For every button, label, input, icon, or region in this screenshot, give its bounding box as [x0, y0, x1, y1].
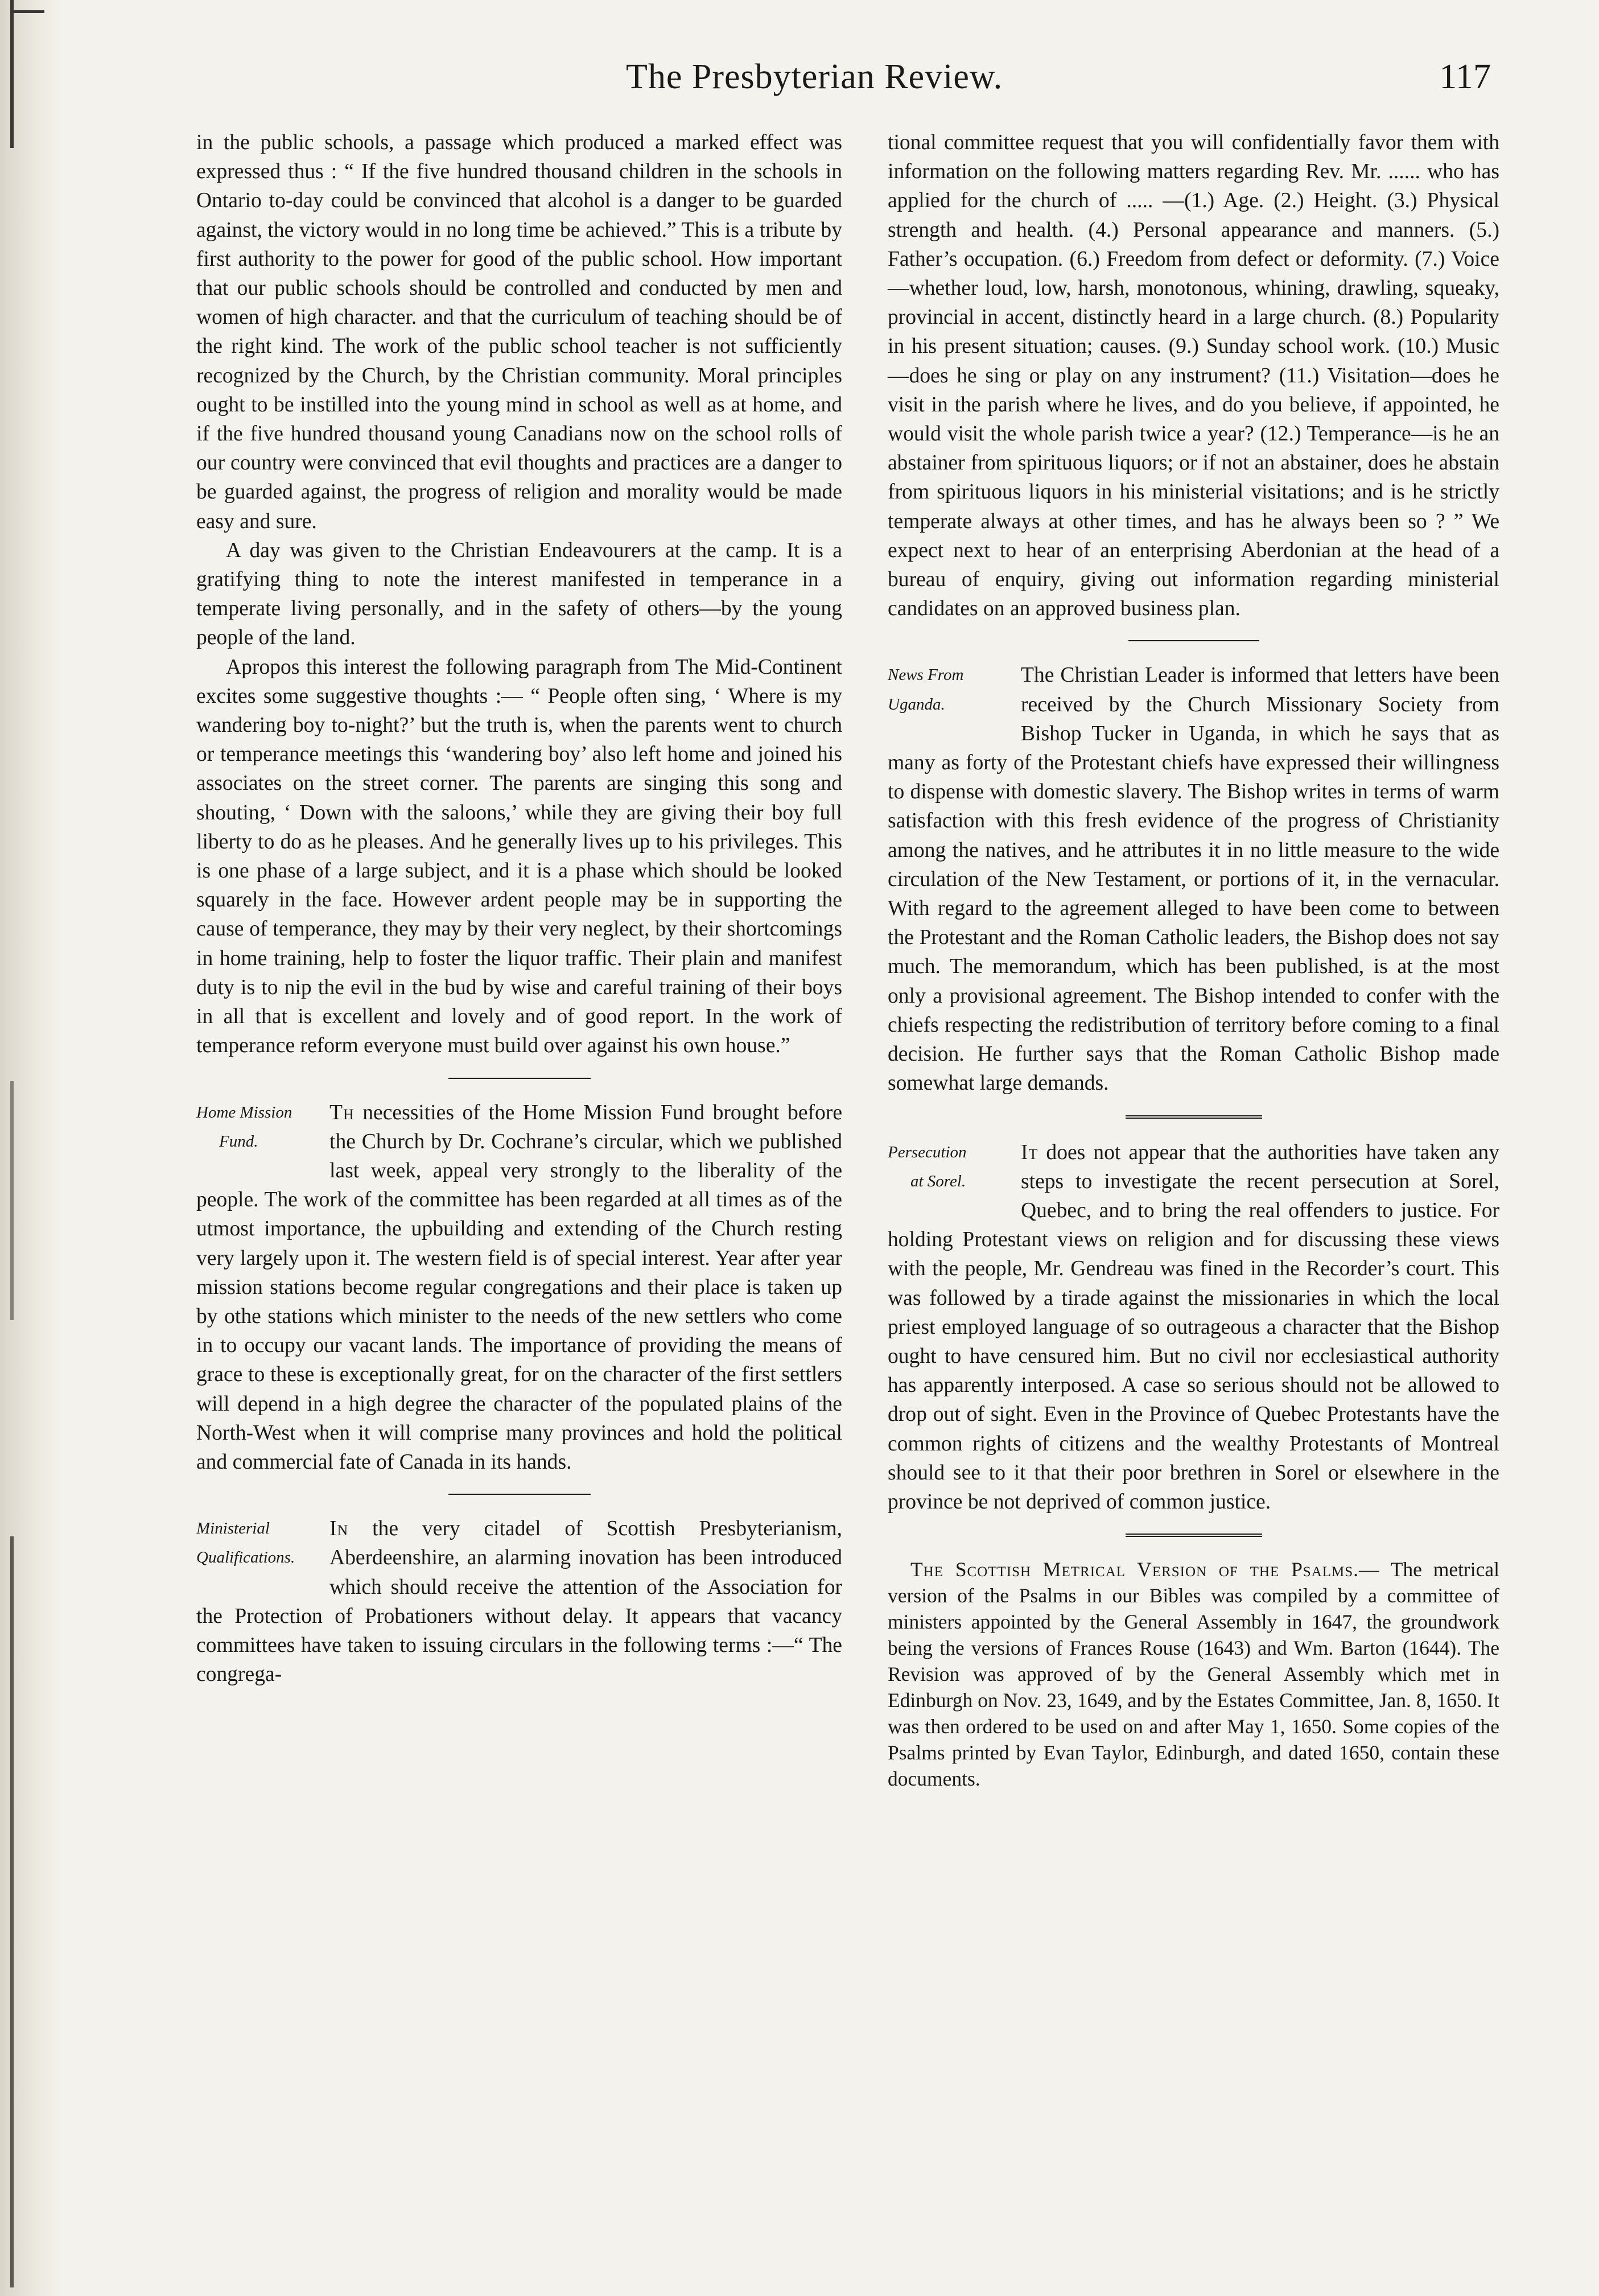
- side-heading-line: Home Mission: [196, 1103, 292, 1122]
- paragraph: Apropos this interest the following paragraph from The Mid-Continent excites some suggestive thoughts :— “ People often sing, ‘ Where is my wandering boy to-night?’ but the truth is, when the parents went to church or temperance meetings this ‘wandering boy’ also left home and joined his associates on the street corner. The parents are singing this song and shouting, ‘ Down with the saloons,’ while they are giving their boy full liberty to do as he pleases. And he generally lives up to his privileges. This is one phase of a large subject, and it is a phase which should be looked squarely in the face. However ardent people may be in supporting the cause of temperance, they may by their very neglect, by their shortcomings in home training, help to foster the liquor traffic. Their plain and manifest duty is to nip the evil in the bud by wise and careful training of their boys in all that is excellent and lovely and of good report. In the work of temperance reform everyone must build over against his own house.”: [196, 655, 842, 1058]
- side-heading-line: Qualifications.: [196, 1548, 295, 1567]
- side-heading-line: Fund.: [219, 1132, 258, 1151]
- left-column: [196, 128, 842, 1689]
- side-heading-line: Ministerial: [196, 1519, 270, 1538]
- news-item-psalms: [888, 1556, 1499, 1792]
- item-body: does not appear that the authorities have taken any steps to investigate the recent persecution at Sorel, Quebec, and to bring the real offenders to justice. For holding Protestant views on religion and for discussing these views with the people, Mr. Gendreau was fined in the Recorder’s court. This was followed by a tirade against the missionaries in which the local priest employed language of so outrageous a character that the Bishop ought to have censured him. But no civil nor ecclesiastical authority has apparently interposed. A case so serious should not be allowed to drop out of sight. Even in the Province of Quebec Protestants have the common rights of citizens and the wealthy Protestants of Montreal should see to it that their poor brethren in Sorel or elsewhere in the province be not deprived of common justice.: [888, 1140, 1499, 1514]
- binding-mark: [10, 1081, 14, 1320]
- news-item-uganda: [888, 661, 1499, 1098]
- right-column: [888, 128, 1499, 1792]
- side-heading: [196, 1098, 322, 1156]
- side-heading: [888, 1138, 1013, 1196]
- side-heading-line: Uganda.: [888, 695, 945, 714]
- section-divider: [1126, 1115, 1262, 1119]
- paragraph: A day was given to the Christian Endeavourers at the camp. It is a gratifying thing to note the interest manifested in temperance in a temperate living personally, and in the safety of others—by the young people of the land.: [196, 538, 842, 650]
- news-item-sorel: [888, 1138, 1499, 1517]
- paragraph: in the public schools, a passage which produced a marked effect was expressed thus : “ If the five hundred thousand children in the schools in Ontario to-day could be convinced that alcohol is a danger to be guarded against, the victory would in no long time be achieved.” This is a tribute by first authority to the power for good of the public school. How important that our public schools should be controlled and conducted by men and women of high character. and that the curriculum of teaching should be of the right kind. The work of the public school teacher is not sufficiently recognized by the Church, by the Christian community. Moral principles ought to be instilled into the young mind in school as well as at home, and if the five hundred thousand young Canadians now on the school rolls of our country were convinced that evil thoughts and practices are a danger to be guarded against, the progress of religion and morality would be made easy and sure.: [196, 131, 842, 533]
- binding-edge: [0, 0, 63, 2296]
- side-heading: [888, 661, 1013, 719]
- section-divider: [1126, 1534, 1262, 1537]
- paragraph: tional committee request that you will confidentially favor them with information on the following matters regarding Rev. Mr. ...... who has applied for the church of ..... —(1.) Age. (2.) Height. (3.) Physical strength and health. (4.) Personal appearance and manners. (5.) Father’s occupation. (6.) Freedom from defect or deformity. (7.) Voice—whether loud, low, harsh, monotonous, whining, drawling, squeaky, provincial in accent, distinctly heard in a large church. (8.) Popularity in his present situation; causes. (9.) Sunday school work. (10.) Music—does he sing or play on any instrument? (11.) Visitation—does he visit in the parish where he lives, and do you believe, if appointed, he would visit the whole parish twice a year? (12.) Temperance—is he an abstainer from spirituous liquors; or if not an abstainer, does he abstain from spirituous liquors in his ministerial visitations; and is he strictly temperate always at other times, and has he always been so ? ” We expect next to hear of an enterprising Aberdonian at the head of a bureau of enquiry, giving out information regarding ministerial candidates on an approved business plan.: [888, 131, 1499, 621]
- section-divider: [448, 1078, 591, 1079]
- page-number: 117: [1439, 57, 1491, 96]
- item-body: the very citadel of Scottish Presbyterianism, Aberdeenshire, an alarming inovation has been introduced which should receive the attention of the Association for the Protection of Probationers without delay. It appears that vacancy committees have taken to issuing circulars in the following terms :—“ The congrega-: [196, 1517, 842, 1687]
- psalms-heading: The Scottish Metrical Version of the Psalms.—: [910, 1558, 1380, 1581]
- running-title: The Presbyterian Review.: [626, 57, 1003, 96]
- side-heading-line: at Sorel.: [910, 1172, 966, 1190]
- item-body: The metrical version of the Psalms in our Bibles was compiled by a committee of ministers appointed by the General Assembly in 1647, the groundwork being the versions of Frances Rouse (1643) and Wm. Barton (1644). The Revision was approved of by the General Assembly which met in Edinburgh on Nov. 23, 1649, and by the Estates Committee, Jan. 8, 1650. It was then ordered to be used on and after May 1, 1650. Some copies of the Psalms printed by Evan Taylor, Edinburgh, and dated 1650, contain these documents.: [888, 1558, 1499, 1791]
- section-divider: [1128, 640, 1259, 641]
- running-header: [171, 54, 1491, 117]
- lead-word: In: [329, 1517, 349, 1541]
- side-heading-line: Persecution: [888, 1143, 967, 1161]
- side-heading: [196, 1514, 322, 1572]
- news-item-ministerial: [196, 1514, 842, 1689]
- binding-mark: [10, 1536, 14, 2287]
- item-body: necessities of the Home Mission Fund brought before the Church by Dr. Cochrane’s circular, which we published last week, appeal very strongly to the liberality of the people. The work of the committee has been regarded at all times as of the utmost importance, the upbuilding and extending of the Church resting very largely upon it. The western field is of special interest. Year after year mission stations become regular congregations and their place is taken up by othe stations which minister to the needs of the new settlers who come in to occupy our vacant lands. The importance of providing the means of grace to these is exceptionally great, for on the character of the first settlers will depend in a high degree the character of the populated plains of the North-West when it will comprise many provinces and hold the political and commercial fate of Canada in its hands.: [196, 1100, 842, 1474]
- item-body: The Christian Leader is informed that letters have been received by the Church Missionary Society from Bishop Tucker in Uganda, in which he says that as many as forty of the Protestant chiefs have expressed their willingness to dispense with domestic slavery. The Bishop writes in terms of warm satisfaction with this fresh evidence of the progress of Christianity among the natives, and he attributes it in no little measure to the wide circulation of the New Testament, or portions of it, in the vernacular. With regard to the agreement alleged to have been come to between the Protestant and the Roman Catholic leaders, the Bishop does not say much. The memorandum, which has been published, is at the most only a provisional agreement. The Bishop intended to confer with the chiefs respecting the redistribution of territory before coming to a final decision. He further says that the Roman Catholic Bishop made somewhat large demands.: [888, 663, 1499, 1095]
- lead-word: Th: [329, 1100, 355, 1124]
- binding-mark: [10, 10, 44, 13]
- binding-mark: [10, 0, 14, 148]
- side-heading-line: News From: [888, 666, 964, 685]
- news-item-home-mission: [196, 1098, 842, 1477]
- lead-word: It: [1021, 1140, 1038, 1164]
- section-divider: [448, 1494, 591, 1495]
